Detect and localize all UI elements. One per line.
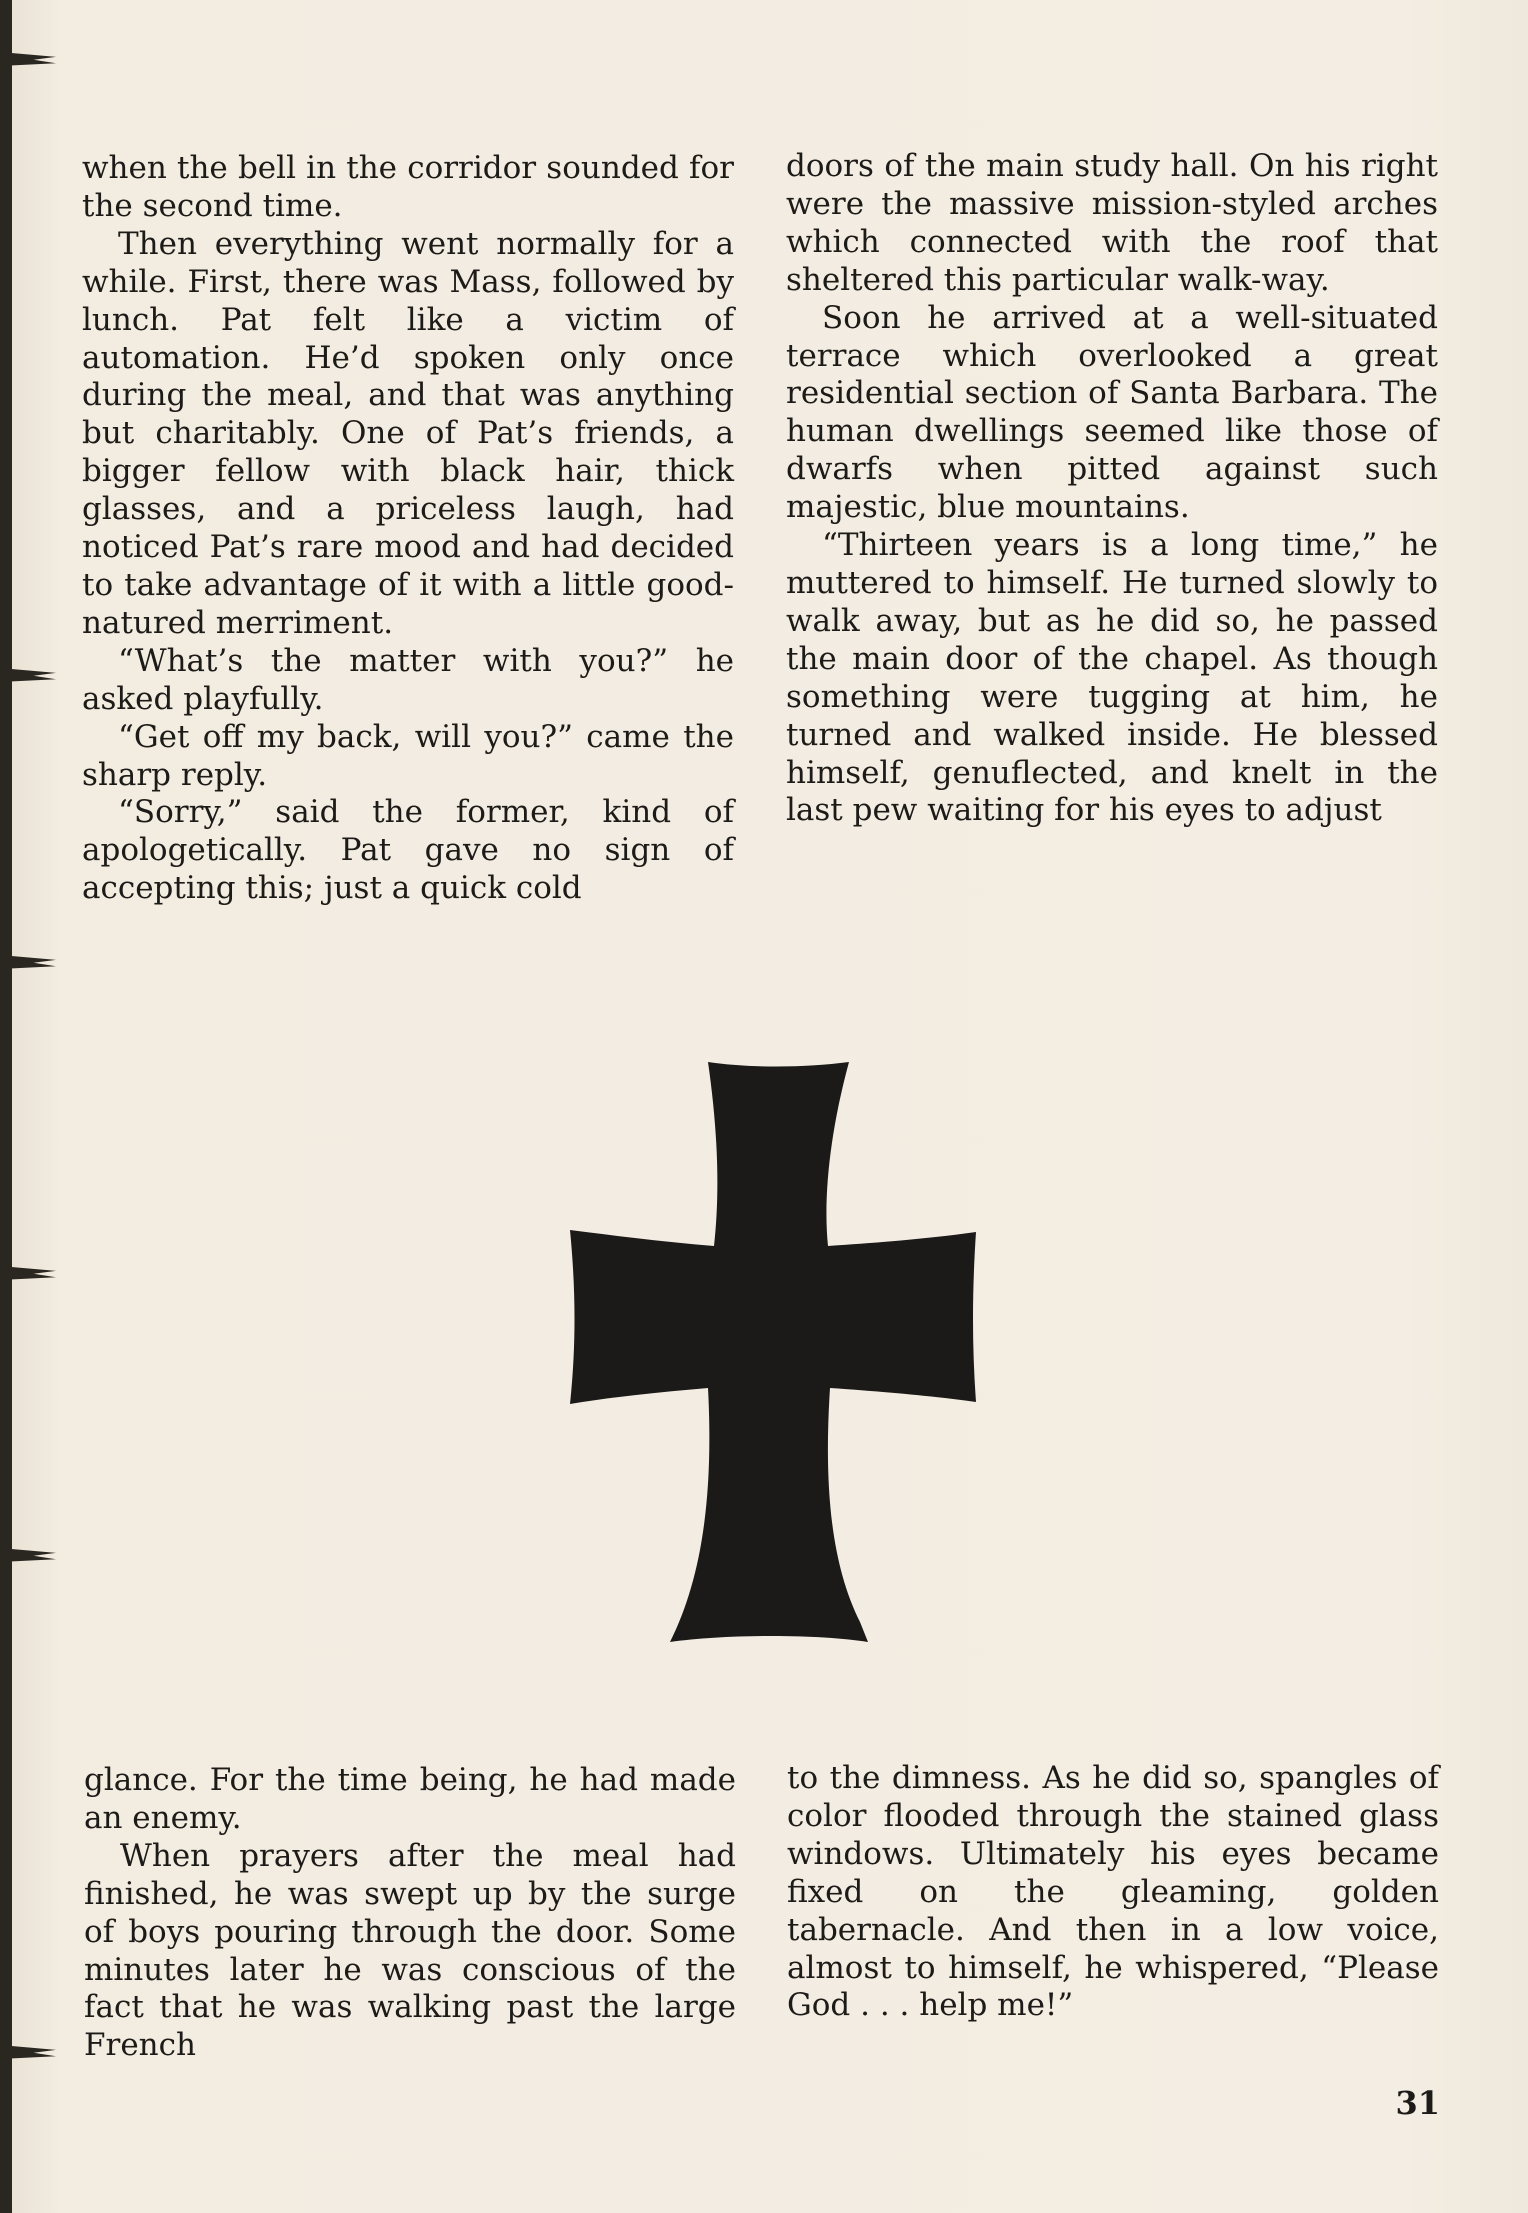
paragraph: “Sorry,” said the former, kind of apologetically. Pat gave no sign of accepting this; just a quick cold [82, 794, 734, 907]
paragraph: when the bell in the corridor sounded for the second time. [82, 150, 734, 224]
paragraph: “What’s the matter with you?” he asked playfully. [82, 642, 734, 717]
binding-notch [0, 955, 56, 969]
paragraph: Then everything went normally for a while. First, there was Mass, followed by lunch. Pat felt like a victim of automation. He’d spoken only once during the meal, and that was anything but charitably. One of Pat’s friends, a bigger fellow with black hair, thick glasses, and a priceless laugh, had noticed Pat’s rare mood and had decided to take advantage of it with a little good-natured merriment. [82, 225, 734, 641]
binding-notch [0, 1548, 56, 1562]
column-bottom-left [84, 1762, 736, 2065]
page-number: 31 [1395, 2084, 1440, 2122]
binding-notch [0, 52, 56, 66]
paragraph: glance. For the time being, he had made an enemy. [84, 1762, 736, 1836]
paragraph: “Thirteen years is a long time,” he muttered to himself. He turned slowly to walk away, but as he did so, he passed the main door of the chapel. As though something were tugging at him, he turned and walked inside. He blessed himself, genuflected, and knelt in the last pew waiting for his eyes to adjust [786, 527, 1438, 829]
binding-notch [0, 1266, 56, 1280]
binding-notch [0, 668, 56, 682]
column-bottom-right [787, 1760, 1439, 2025]
binding-notch [0, 2045, 56, 2059]
column-top-left [82, 150, 734, 908]
paragraph: “Get off my back, will you?” came the sharp reply. [82, 718, 734, 793]
binding-edge [0, 0, 12, 2213]
paragraph: to the dimness. As he did so, spangles of color flooded through the stained glass windows. Ultimately his eyes became fixed on the gleaming, golden tabernacle. And then in a low voice, almost to himself, he whispered, “Please God . . . help me!” [787, 1760, 1439, 2024]
column-top-right [786, 148, 1438, 830]
cross-icon [568, 1062, 980, 1646]
paragraph: doors of the main study hall. On his right were the massive mission-styled arches which connected with the roof that sheltered this particular walk-way. [786, 148, 1438, 298]
paragraph: When prayers after the meal had finished, he was swept up by the surge of boys pouring through the door. Some minutes later he was conscious of the fact that he was walking past the large French [84, 1837, 736, 2064]
paragraph: Soon he arrived at a well-situated terrace which overlooked a great residential section of Santa Barbara. The human dwellings seemed like those of dwarfs when pitted against such majestic, blue mountains. [786, 299, 1438, 526]
